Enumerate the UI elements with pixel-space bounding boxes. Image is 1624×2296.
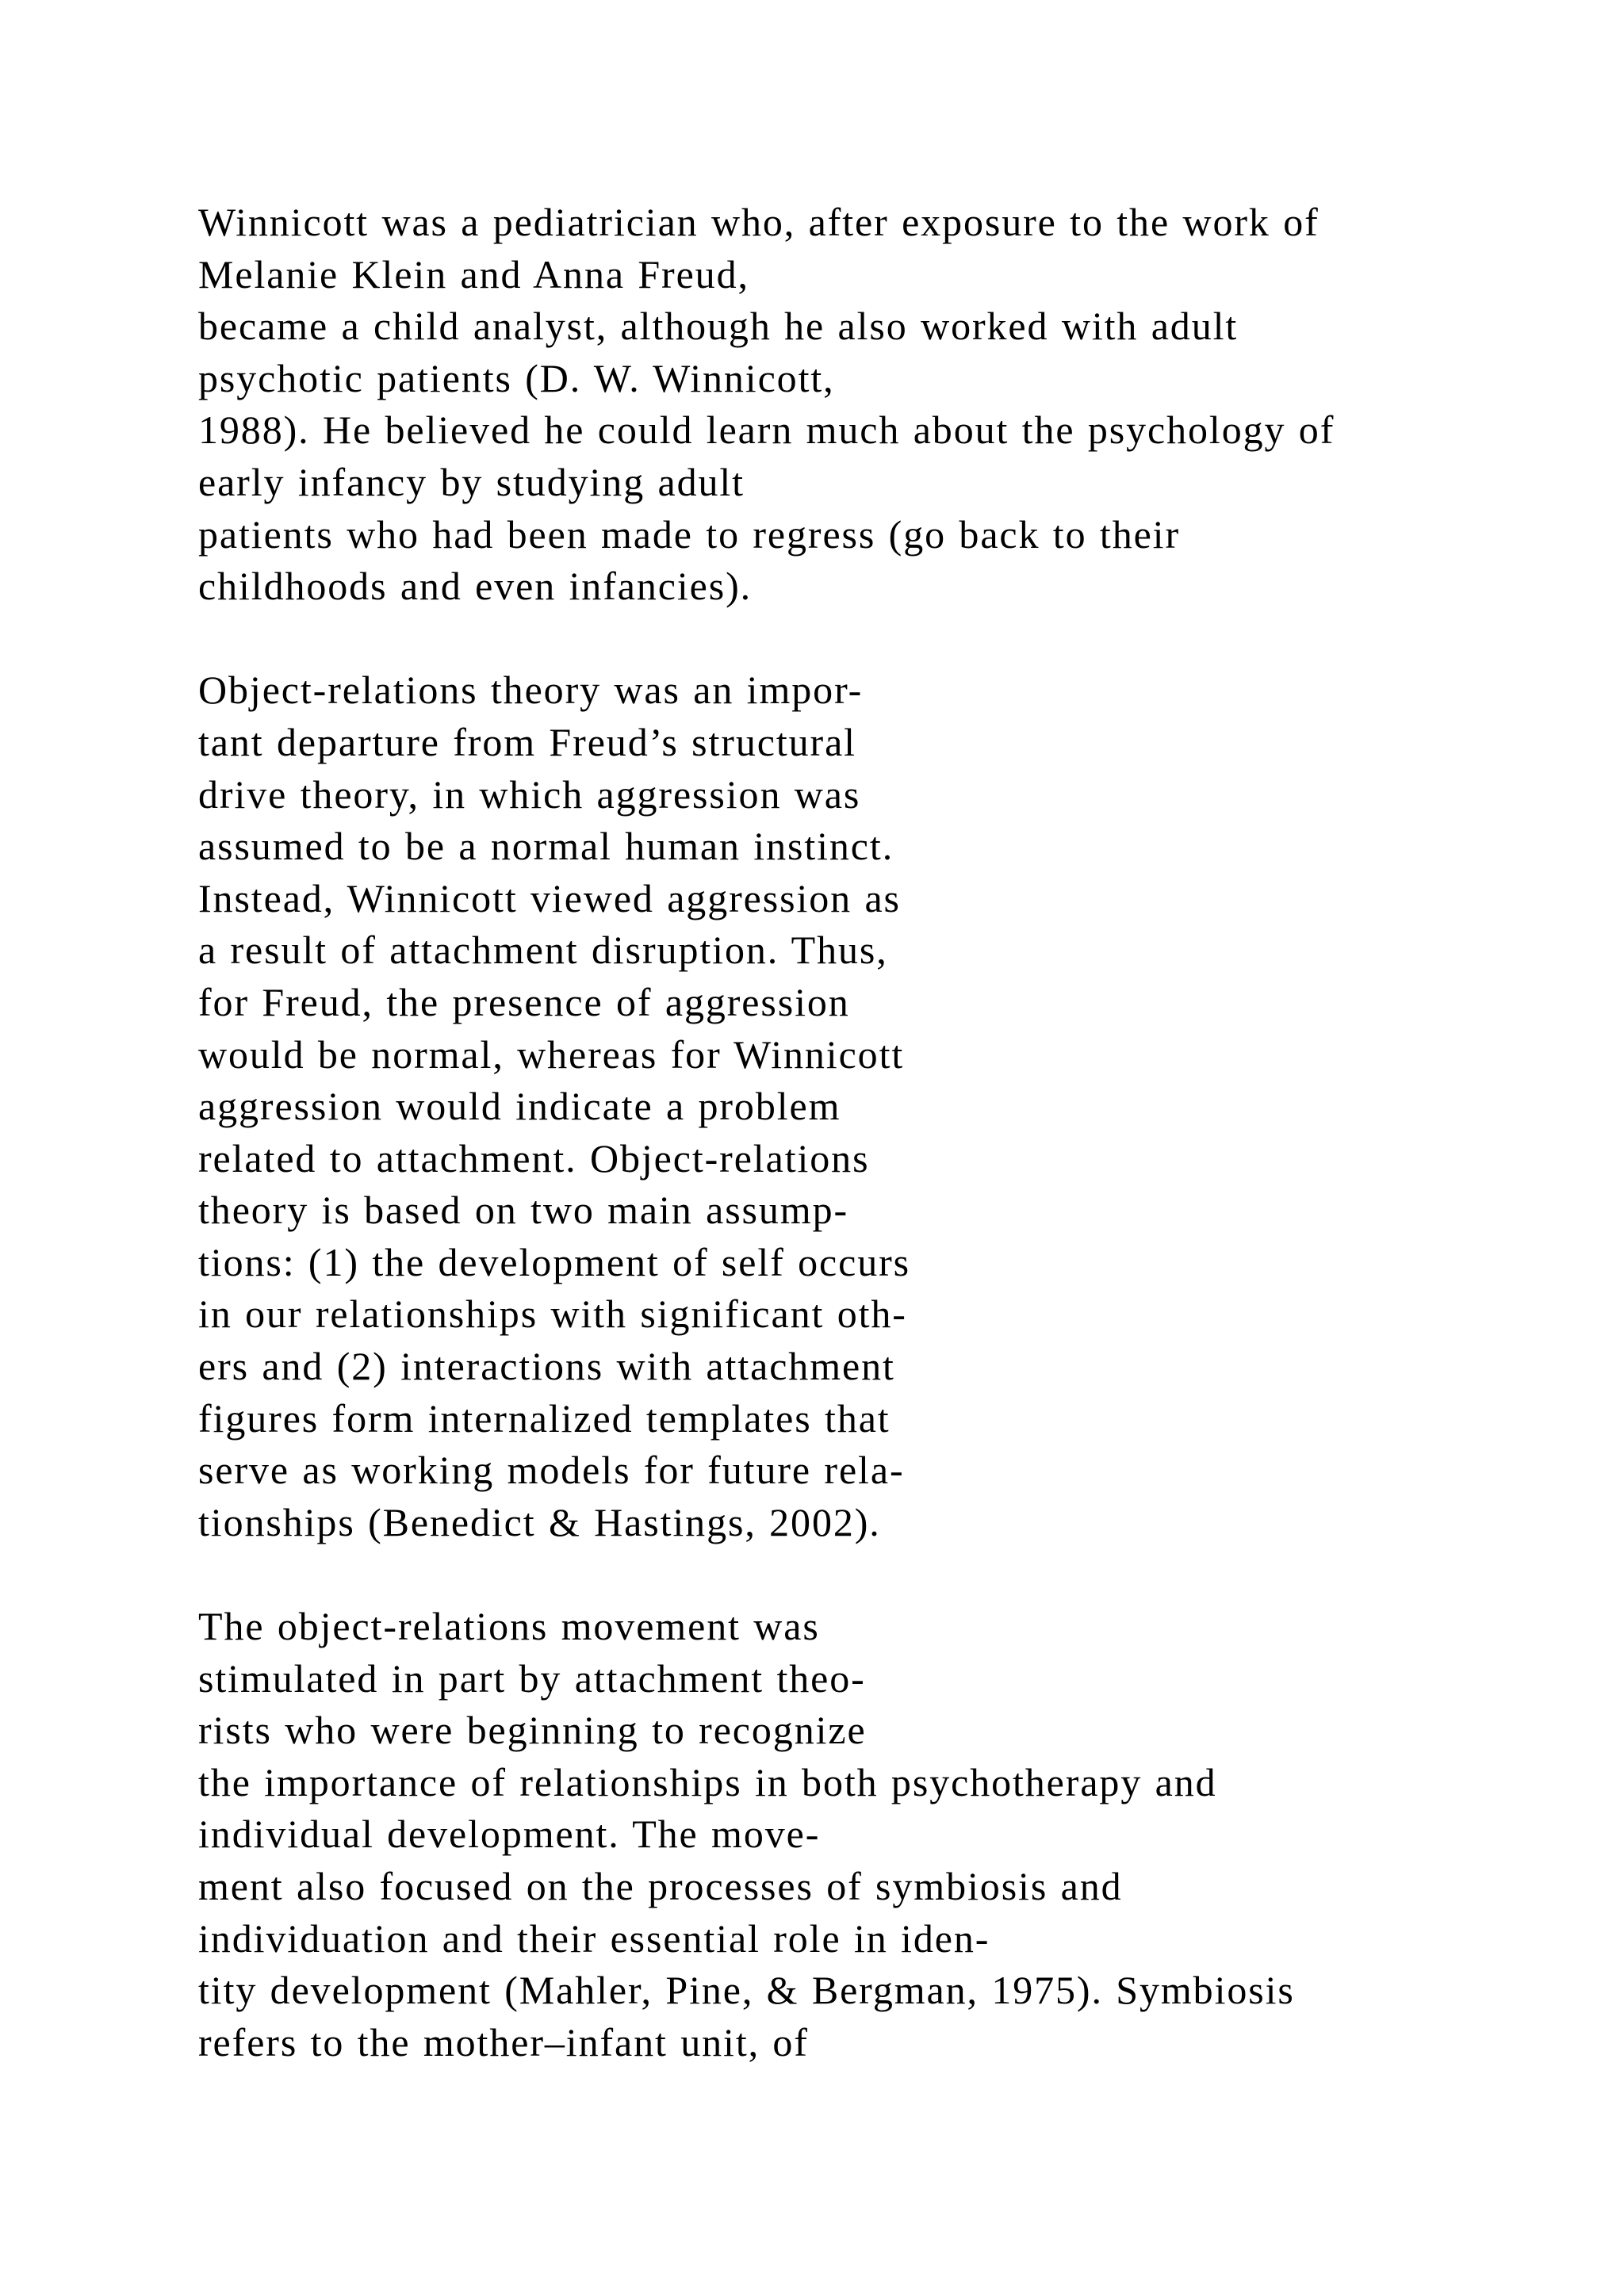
text-line: serve as working models for future rela- xyxy=(198,1448,905,1493)
paragraph-object-relations-theory xyxy=(198,664,1594,1548)
text-line: for Freud, the presence of aggression xyxy=(198,979,850,1024)
text-line: drive theory, in which aggression was xyxy=(198,771,861,817)
document-body xyxy=(198,197,1594,2068)
paragraph-object-relations-movement xyxy=(198,1601,1594,2068)
text-line: became a child analyst, although he also worked with adult xyxy=(198,304,1239,349)
text-line: childhoods and even infancies). xyxy=(198,564,753,609)
text-line: rists who were beginning to recognize xyxy=(198,1708,867,1753)
text-line: assumed to be a normal human instinct. xyxy=(198,824,894,869)
text-line: tity development (Mahler, Pine, & Bergman, 1975). Symbiosis xyxy=(198,1968,1295,2013)
text-line: ment also focused on the processes of symbiosis and xyxy=(198,1864,1123,1908)
text-line: patients who had been made to regress (go back to their xyxy=(198,511,1181,557)
paragraph-spacer xyxy=(198,613,1594,665)
text-line: individual development. The move- xyxy=(198,1812,821,1857)
text-line: 1988). He believed he could learn much about the psychology of xyxy=(198,408,1335,453)
text-line: aggression would indicate a problem xyxy=(198,1084,841,1129)
text-line: Instead, Winnicott viewed aggression as xyxy=(198,875,901,920)
text-line: related to attachment. Object-relations xyxy=(198,1135,870,1181)
text-line: ers and (2) interactions with attachment xyxy=(198,1344,895,1389)
text-line: theory is based on two main assump- xyxy=(198,1188,849,1233)
text-line: would be normal, whereas for Winnicott xyxy=(198,1031,905,1077)
text-line: the importance of relationships in both psychotherapy and xyxy=(198,1759,1217,1804)
text-line: Winnicott was a pediatrician who, after exposure to the work of xyxy=(198,200,1320,244)
text-line: The object-relations movement was xyxy=(198,1604,820,1649)
paragraph-spacer xyxy=(198,1548,1594,1601)
text-line: early infancy by studying adult xyxy=(198,459,745,504)
text-line: figures form internalized templates that xyxy=(198,1395,891,1441)
text-line: stimulated in part by attachment theo- xyxy=(198,1655,866,1701)
text-line: Melanie Klein and Anna Freud, xyxy=(198,251,749,297)
text-line: Object-relations theory was an impor- xyxy=(198,668,864,713)
text-line: in our relationships with significant oth- xyxy=(198,1292,907,1337)
text-line: refers to the mother–infant unit, of xyxy=(198,2019,809,2064)
text-line: psychotic patients (D. W. Winnicott, xyxy=(198,355,835,400)
paragraph-winnicott-background xyxy=(198,197,1594,613)
text-line: tions: (1) the development of self occurs xyxy=(198,1239,911,1284)
text-line: tant departure from Freud’s structural xyxy=(198,719,856,764)
text-line: a result of attachment disruption. Thus, xyxy=(198,928,888,973)
text-line: tionships (Benedict & Hastings, 2002). xyxy=(198,1499,881,1544)
text-line: individuation and their essential role in iden- xyxy=(198,1915,990,1961)
